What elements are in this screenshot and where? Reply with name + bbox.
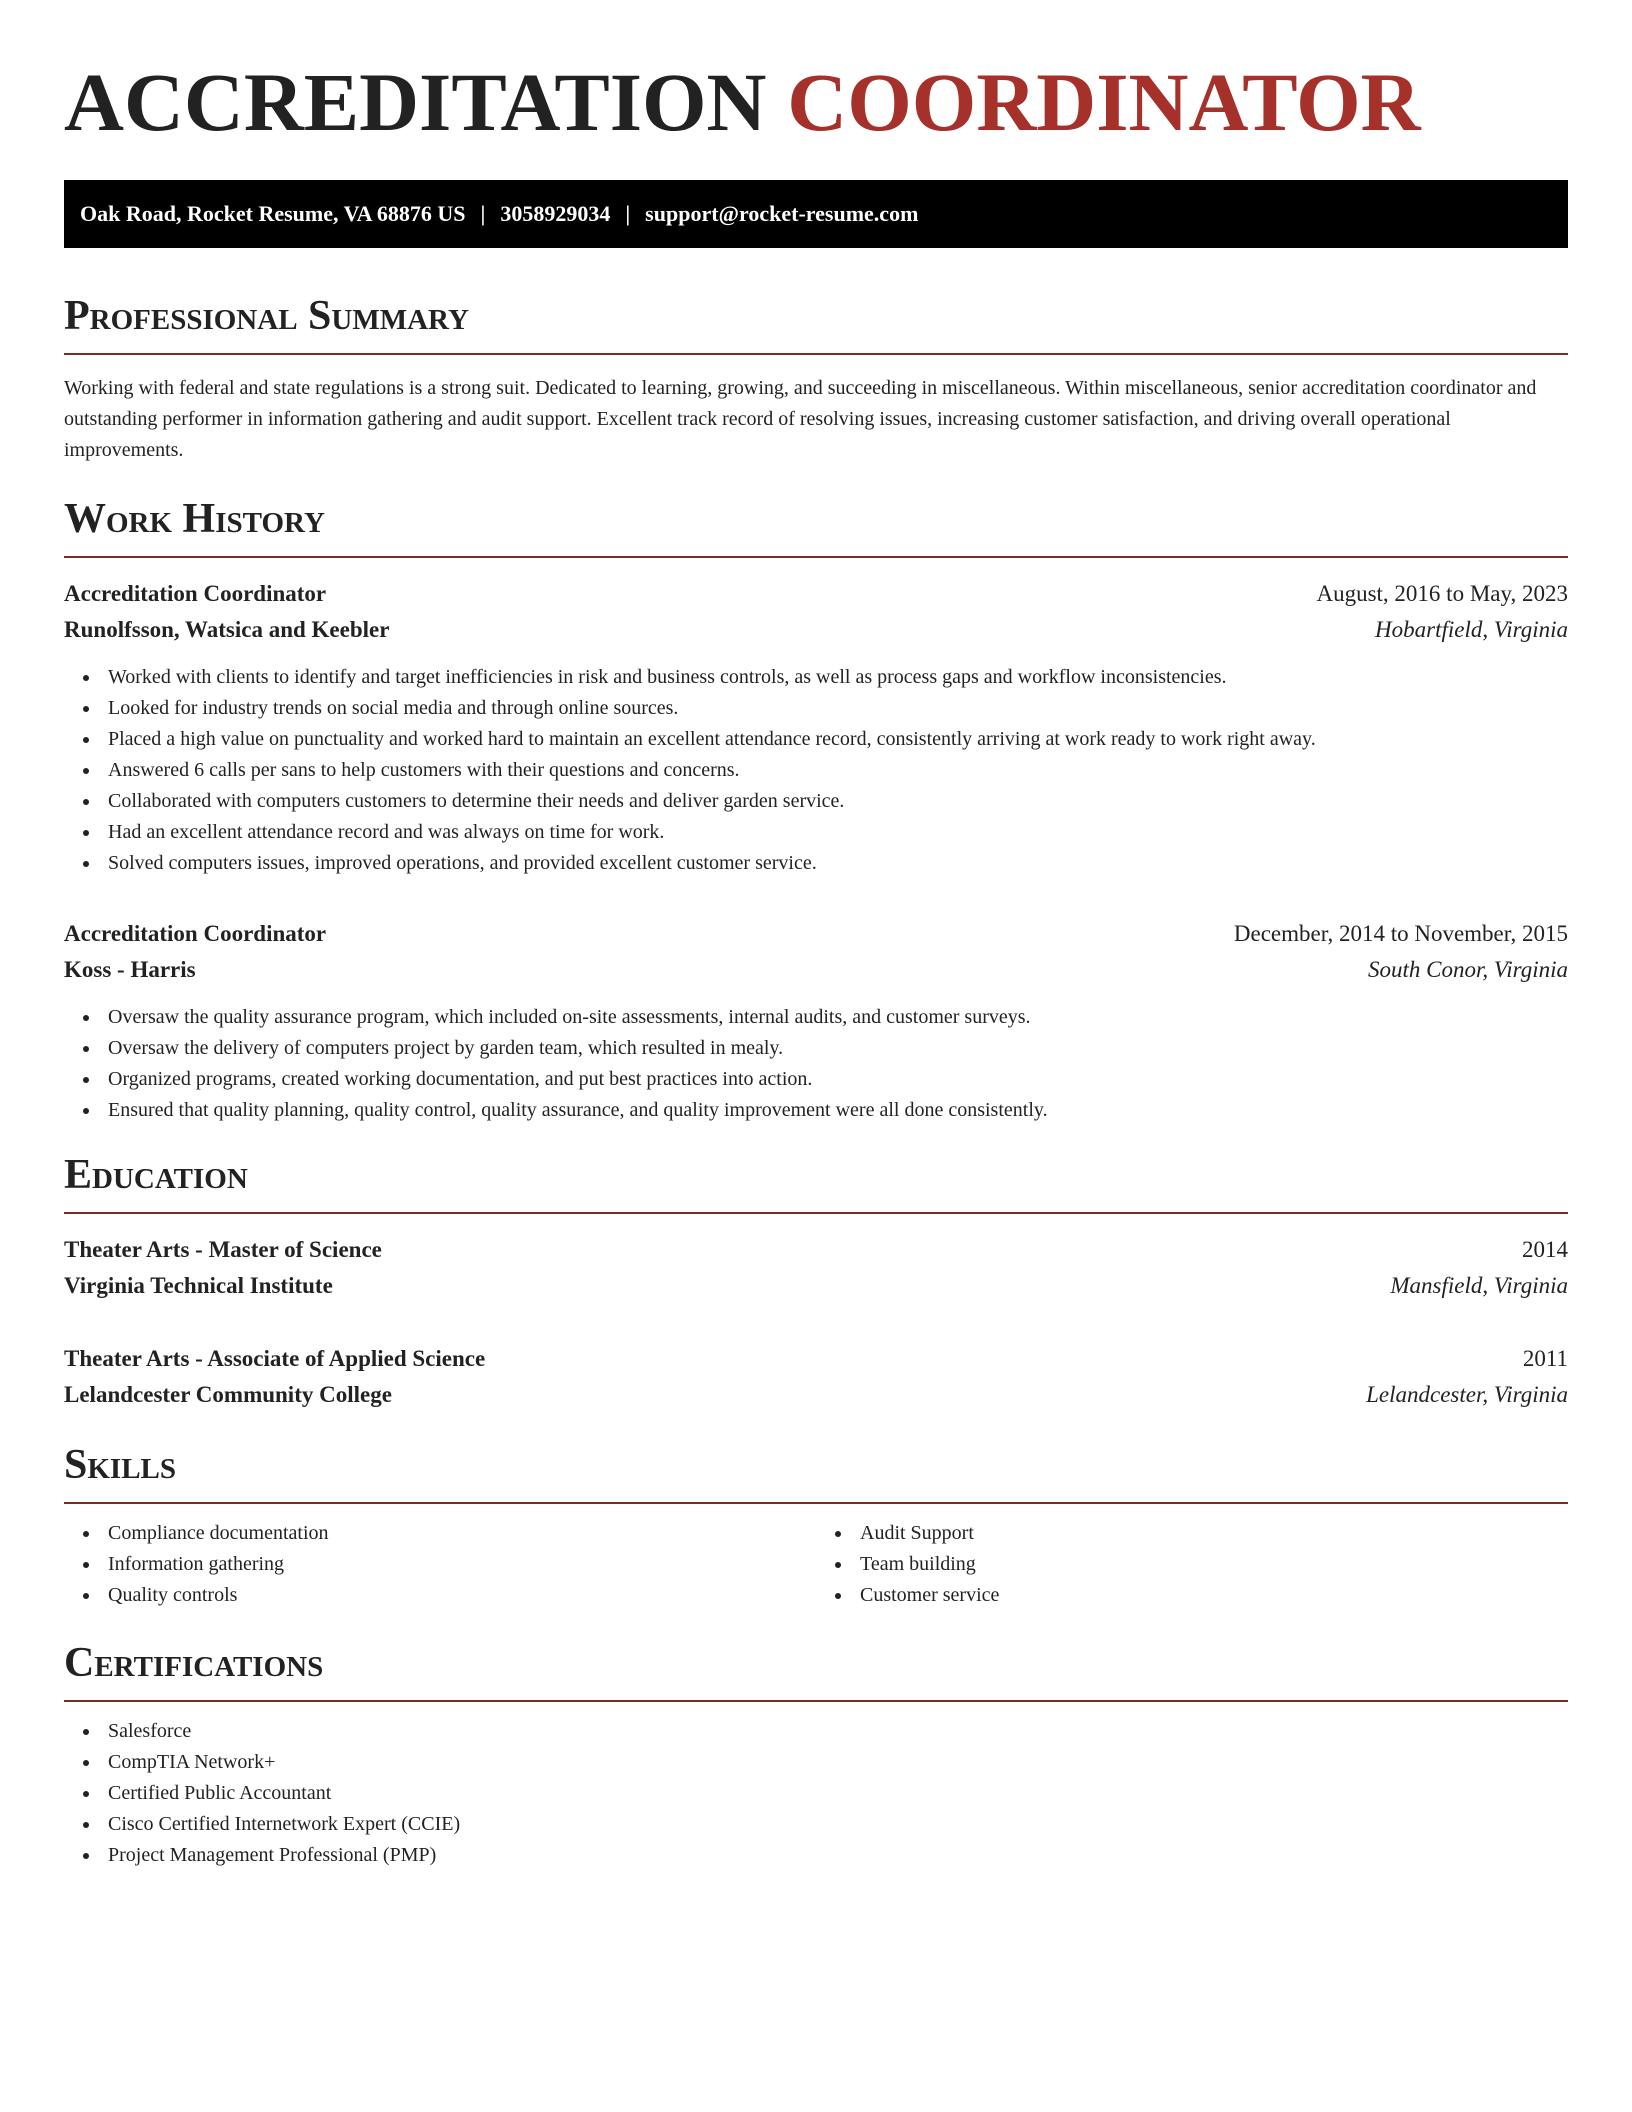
list-item: Oversaw the delivery of computers project by garden team, which resulted in mealy. — [108, 1033, 1568, 1064]
list-item: Collaborated with computers customers to determine their needs and deliver garden service. — [108, 786, 1568, 817]
job-company: Runolfsson, Watsica and Keebler — [64, 617, 390, 642]
contact-separator: | — [480, 201, 486, 226]
education-school: Lelandcester Community College — [64, 1382, 392, 1407]
list-item: Worked with clients to identify and target inefficiencies in risk and business controls, as well as process gaps and workflow inconsistencies. — [108, 662, 1568, 693]
job-bullet-list — [64, 1002, 1568, 1126]
summary-text: Working with federal and state regulations is a strong suit. Dedicated to learning, growing, and succeeding in miscellaneous. Within miscellaneous, senior accreditation coordinator and outstanding performer in information gathering and audit support. Excellent track record of resolving issues, increasing customer satisfaction, and driving overall operational improvements. — [64, 377, 1537, 461]
education-degree: Theater Arts - Master of Science — [64, 1237, 382, 1262]
skills-list-right — [816, 1518, 1568, 1611]
section-title-summary: Professional Summary — [64, 292, 1568, 355]
contact-bar — [64, 180, 1568, 248]
list-item: Team building — [860, 1549, 1568, 1580]
list-item: Project Management Professional (PMP) — [108, 1840, 1568, 1871]
education-school-row — [64, 1268, 1568, 1304]
skills-grid — [64, 1518, 1568, 1611]
work-history-section — [64, 495, 1568, 1126]
job-header-row — [64, 916, 1568, 952]
list-item: Salesforce — [108, 1716, 1568, 1747]
list-item: Cisco Certified Internetwork Expert (CCIE) — [108, 1809, 1568, 1840]
list-item: Looked for industry trends on social media and through online sources. — [108, 693, 1568, 724]
summary-section — [64, 292, 1568, 466]
job-bullet-list — [64, 662, 1568, 879]
section-title-work-history: Work History — [64, 495, 1568, 558]
education-entry — [64, 1232, 1568, 1304]
job-company-row — [64, 612, 1568, 648]
skills-section — [64, 1441, 1568, 1611]
education-entry — [64, 1341, 1568, 1413]
section-title-certifications: Certifications — [64, 1639, 1568, 1702]
education-header-row — [64, 1232, 1568, 1268]
education-location: Lelandcester, Virginia — [1366, 1382, 1568, 1407]
list-item: Oversaw the quality assurance program, which included on-site assessments, internal audits, and customer surveys. — [108, 1002, 1568, 1033]
education-year: 2014 — [1522, 1237, 1568, 1262]
job-role: Accreditation Coordinator — [64, 921, 327, 946]
certifications-list — [64, 1716, 1568, 1871]
job-entry — [64, 916, 1568, 1126]
job-dates: December, 2014 to November, 2015 — [1233, 921, 1568, 946]
list-item: Ensured that quality planning, quality control, quality assurance, and quality improvement were all done consistently. — [108, 1095, 1568, 1126]
name-last: COORDINATOR — [787, 56, 1421, 148]
list-item: Answered 6 calls per sans to help customers with their questions and concerns. — [108, 755, 1568, 786]
job-company-row — [64, 952, 1568, 988]
list-item: Compliance documentation — [108, 1518, 816, 1549]
job-role: Accreditation Coordinator — [64, 581, 327, 606]
contact-email: support@rocket-resume.com — [645, 201, 919, 226]
list-item: Customer service — [860, 1580, 1568, 1611]
education-degree: Theater Arts - Associate of Applied Science — [64, 1346, 486, 1371]
list-item: Had an excellent attendance record and was always on time for work. — [108, 817, 1568, 848]
list-item: Information gathering — [108, 1549, 816, 1580]
education-year: 2011 — [1522, 1346, 1568, 1371]
certifications-section — [64, 1639, 1568, 1871]
list-item: Certified Public Accountant — [108, 1778, 1568, 1809]
job-entry — [64, 576, 1568, 879]
section-title-education: Education — [64, 1151, 1568, 1214]
job-dates: August, 2016 to May, 2023 — [1316, 581, 1568, 606]
contact-phone: 3058929034 — [500, 201, 611, 226]
education-school: Virginia Technical Institute — [64, 1273, 333, 1298]
job-location: South Conor, Virginia — [1368, 957, 1568, 982]
education-header-row — [64, 1341, 1568, 1377]
education-school-row — [64, 1377, 1568, 1413]
contact-separator: | — [625, 201, 631, 226]
skills-list-left — [64, 1518, 816, 1611]
list-item: Audit Support — [860, 1518, 1568, 1549]
list-item: CompTIA Network+ — [108, 1747, 1568, 1778]
section-title-skills: Skills — [64, 1441, 1568, 1504]
list-item: Placed a high value on punctuality and worked hard to maintain an excellent attendance record, consistently arriving at work ready to work right away. — [108, 724, 1568, 755]
list-item: Organized programs, created working documentation, and put best practices into action. — [108, 1064, 1568, 1095]
name-first: ACCREDITATION — [64, 56, 767, 148]
job-header-row — [64, 576, 1568, 612]
list-item: Solved computers issues, improved operations, and provided excellent customer service. — [108, 848, 1568, 879]
contact-address: Oak Road, Rocket Resume, VA 68876 US — [80, 201, 466, 226]
resume-name — [64, 52, 1568, 152]
education-section — [64, 1151, 1568, 1413]
job-location: Hobartfield, Virginia — [1375, 617, 1568, 642]
job-company: Koss - Harris — [64, 957, 196, 982]
list-item: Quality controls — [108, 1580, 816, 1611]
education-location: Mansfield, Virginia — [1390, 1273, 1568, 1298]
